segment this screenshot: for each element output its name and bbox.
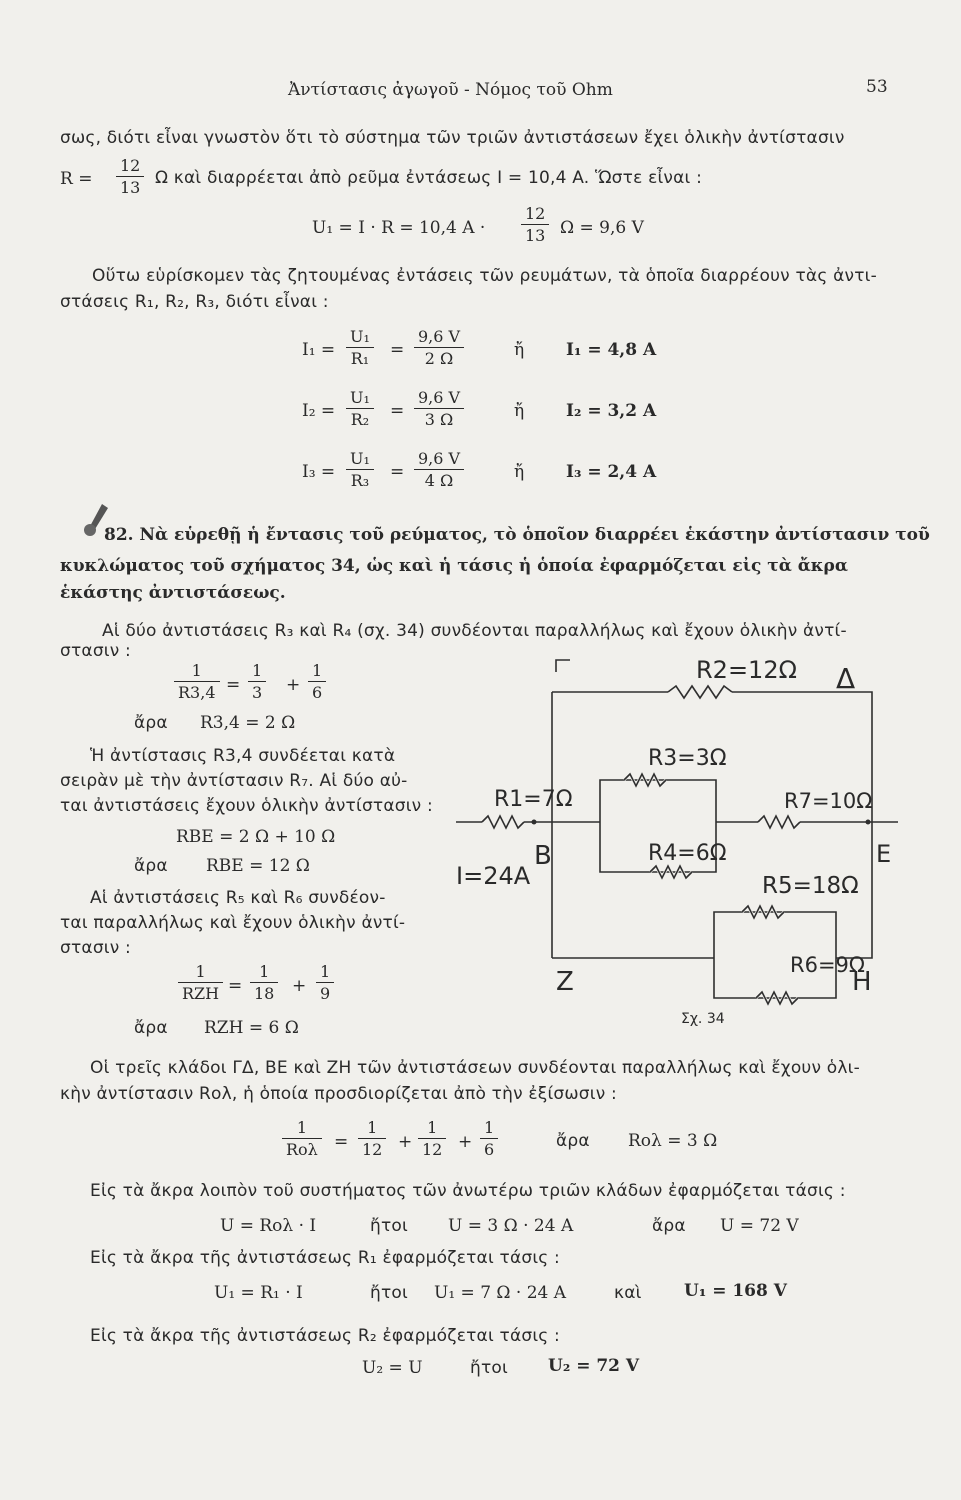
rbe-result: RΒΕ = 12 Ω — [206, 856, 310, 876]
running-header: Ἀντίστασις ἀγωγοῦ - Νόμος τοῦ Ohm — [288, 80, 613, 100]
u1-eq-num: 12 — [521, 204, 549, 225]
node-z: Z — [556, 967, 574, 997]
i2-f1-num: U₁ — [346, 388, 374, 409]
rol-plus-2: + — [458, 1132, 473, 1152]
i1-f2-num: 9,6 V — [414, 327, 464, 348]
rzh-plus: + — [292, 976, 307, 996]
label-r6: R6=9Ω — [790, 953, 865, 977]
rol-b-num: 1 — [418, 1118, 446, 1139]
solution-voltage-line: Εἰς τὰ ἄκρα λοιπὸν τοῦ συστήματος τῶν ἀνωτέρω τριῶν κλάδων ἐφαρμόζεται τάσις : — [90, 1181, 846, 1201]
i3-equals: = — [390, 462, 405, 482]
intro-r-num: 12 — [116, 156, 144, 177]
intro-line-2: Ω καὶ διαρρέεται ἀπὸ ρεῦμα ἐντάσεως I = 10,4 A. Ὥστε εἶναι : — [155, 168, 703, 188]
ara-4: ἄρα — [556, 1131, 590, 1151]
i1-f1-den: R₁ — [350, 349, 370, 368]
i3-f1-den: R₃ — [350, 471, 370, 490]
i3-lhs: I₃ = — [302, 462, 336, 482]
rol-a-num: 1 — [358, 1118, 386, 1139]
resistor-r2 — [668, 686, 732, 698]
solution-r56-3: στασιν : — [60, 938, 131, 958]
solution-line-1: Αἱ δύο ἀντιστάσεις R₃ καὶ R₄ (σχ. 34) συνδέονται παραλλήλως καὶ ἔχουν ὁλικὴν ἀντί- — [102, 621, 847, 641]
u1-eq-den: 13 — [525, 226, 546, 245]
ara-1: ἄρα — [134, 713, 168, 733]
intro-line-1: σως, διότι εἶναι γνωστὸν ὅτι τὸ σύστημα τῶν τριῶν ἀντιστάσεων ἔχει ὁλικὴν ἀντίστασιν — [60, 128, 845, 148]
i3-f2-num: 9,6 V — [414, 449, 464, 470]
node-e-dot — [866, 820, 871, 825]
solution-branches-2: κὴν ἀντίστασιν Rολ, ἡ ὁποία προσδιορίζεται ἀπὸ τὴν ἐξίσωσιν : — [60, 1084, 617, 1104]
u-hitoi: ἤτοι — [370, 1216, 408, 1236]
i2-f2-den: 3 Ω — [424, 410, 454, 429]
solution-r34-series-1: Ἡ ἀντίστασις R3,4 συνδέεται κατὰ — [90, 746, 396, 766]
label-r5: R5=18Ω — [762, 873, 859, 899]
u1-equation-rhs: Ω = 9,6 V — [560, 218, 644, 238]
label-r1: R1=7Ω — [494, 787, 573, 812]
i3-or: ἤ — [514, 462, 525, 482]
rzh-lhs-num: 1 — [178, 962, 223, 983]
solution-branches-1: Οἱ τρεῖς κλάδοι ΓΔ, ΒΕ καὶ ΖΗ τῶν ἀντιστάσεων συνδέονται παραλλήλως καὶ ἔχουν ὁλι- — [90, 1058, 860, 1078]
u1-kai: καὶ — [614, 1283, 642, 1303]
i1-result: I₁ = 4,8 A — [566, 340, 657, 360]
u1-equation-lhs: U₁ = I · R = 10,4 A · — [312, 218, 486, 238]
u2-eq-1: U₂ = U — [362, 1358, 423, 1378]
u-eq-3: U = 72 V — [720, 1216, 799, 1236]
i1-f2-den: 2 Ω — [424, 349, 454, 368]
u1-eq-2: U₁ = 7 Ω · 24 A — [434, 1283, 567, 1303]
intro-r-label: R = — [60, 169, 93, 189]
solution-u2-line: Εἰς τὰ ἄκρα τῆς ἀντιστάσεως R₂ ἐφαρμόζεται τάσις : — [90, 1326, 560, 1346]
r34-plus: + — [286, 675, 301, 695]
solution-line-2: στασιν : — [60, 641, 131, 661]
node-e: E — [876, 840, 892, 868]
label-current: I=24A — [456, 862, 531, 890]
rzh-b-num: 1 — [316, 962, 334, 983]
label-r7: R7=10Ω — [784, 789, 873, 813]
rzh-a-num: 1 — [250, 962, 278, 983]
rzh-result: RΖΗ = 6 Ω — [204, 1018, 299, 1038]
rzh-b-den: 9 — [320, 984, 331, 1003]
i3-f2-den: 4 Ω — [424, 471, 454, 490]
node-h: H — [852, 967, 872, 997]
u-ara: ἄρα — [652, 1216, 686, 1236]
problem-line-2: κυκλώματος τοῦ σχήματος 34, ὡς καὶ ἡ τάσις ἡ ὁποία ἐφαρμόζεται εἰς τὰ ἄκρα — [60, 556, 848, 576]
i3-f1-num: U₁ — [346, 449, 374, 470]
u2-result: U₂ = 72 V — [548, 1356, 640, 1376]
node-d: Δ — [836, 662, 856, 695]
r34-result: R3,4 = 2 Ω — [200, 713, 296, 733]
r34-b-num: 1 — [308, 661, 326, 682]
i1-lhs: I₁ = — [302, 340, 336, 360]
rol-c-den: 6 — [484, 1140, 495, 1159]
solution-u1-line: Εἰς τὰ ἄκρα τῆς ἀντιστάσεως R₁ ἐφαρμόζεται τάσις : — [90, 1248, 560, 1268]
i1-equals: = — [390, 340, 405, 360]
rol-c-num: 1 — [480, 1118, 498, 1139]
u2-hitoi: ἤτοι — [470, 1358, 508, 1378]
node-b-dot — [532, 820, 537, 825]
i2-equals: = — [390, 401, 405, 421]
ara-2: ἄρα — [134, 856, 168, 876]
rol-lhs-num: 1 — [282, 1118, 322, 1139]
rbe-equation: RΒΕ = 2 Ω + 10 Ω — [176, 827, 336, 847]
label-r2: R2=12Ω — [696, 656, 797, 684]
i3-result: I₃ = 2,4 A — [566, 462, 657, 482]
intro-paragraph-line-1: Οὕτω εὑρίσκομεν τὰς ζητουμένας ἐντάσεις τῶν ρευμάτων, τὰ ὁποῖα διαρρέουν τὰς ἀντι- — [92, 266, 877, 286]
r34-equals: = — [226, 675, 241, 695]
r34-lhs-num: 1 — [174, 661, 220, 682]
i2-f1-den: R₂ — [350, 410, 370, 429]
gamma-corner-mark — [556, 660, 570, 672]
problem-line-3: ἑκάστης ἀντιστάσεως. — [60, 583, 286, 603]
u-eq-1: U = Rολ · I — [220, 1216, 317, 1236]
rol-b-den: 12 — [422, 1140, 443, 1159]
u1-hitoi: ἤτοι — [370, 1283, 408, 1303]
r34-lhs-den: R3,4 — [178, 683, 216, 702]
intro-r-den: 13 — [120, 178, 141, 197]
solution-r56-1: Αἱ ἀντιστάσεις R₅ καὶ R₆ συνδέον- — [90, 888, 386, 908]
page-number: 53 — [866, 77, 888, 97]
rol-result: Rολ = 3 Ω — [628, 1131, 718, 1151]
intro-paragraph-line-2: στάσεις R₁, R₂, R₃, διότι εἶναι : — [60, 292, 329, 312]
i2-or: ἤ — [514, 401, 525, 421]
rzh-a-den: 18 — [254, 984, 275, 1003]
rol-plus-1: + — [398, 1132, 413, 1152]
rol-a-den: 12 — [362, 1140, 383, 1159]
solution-r56-2: ται παραλλήλως καὶ ἔχουν ὁλικὴν ἀντί- — [60, 913, 406, 933]
u1-eq-1: U₁ = R₁ · I — [214, 1283, 303, 1303]
r34-a-num: 1 — [248, 661, 266, 682]
label-r3: R3=3Ω — [648, 746, 727, 771]
solution-r34-series-2: σειρὰν μὲ τὴν ἀντίστασιν R₇. Αἱ δύο αὐ- — [60, 771, 408, 791]
i1-f1-num: U₁ — [346, 327, 374, 348]
i1-or: ἤ — [514, 340, 525, 360]
u1-result: U₁ = 168 V — [684, 1281, 787, 1301]
problem-line-1: 82. Νὰ εὑρεθῇ ἡ ἔντασις τοῦ ρεύματος, τὸ ὁποῖον διαρρέει ἑκάστην ἀντίστασιν τοῦ — [104, 525, 930, 545]
r34-b-den: 6 — [312, 683, 323, 702]
node-b: B — [534, 841, 552, 871]
i2-f2-num: 9,6 V — [414, 388, 464, 409]
rzh-lhs-den: RΖΗ — [182, 984, 220, 1003]
rzh-equals: = — [228, 976, 243, 996]
i2-result: I₂ = 3,2 A — [566, 401, 657, 421]
rol-equals: = — [334, 1132, 349, 1152]
i2-lhs: I₂ = — [302, 401, 336, 421]
resistor-r7 — [758, 816, 800, 828]
r34-a-den: 3 — [252, 683, 263, 702]
u-eq-2: U = 3 Ω · 24 A — [448, 1216, 574, 1236]
solution-r34-series-3: ται ἀντιστάσεις ἔχουν ὁλικὴν ἀντίστασιν : — [60, 796, 433, 816]
resistor-r1 — [482, 816, 524, 828]
figure-caption: Σχ. 34 — [681, 1011, 725, 1027]
label-r4: R4=6Ω — [648, 841, 727, 866]
ara-3: ἄρα — [134, 1018, 168, 1038]
rol-lhs-den: Rολ — [286, 1140, 318, 1159]
